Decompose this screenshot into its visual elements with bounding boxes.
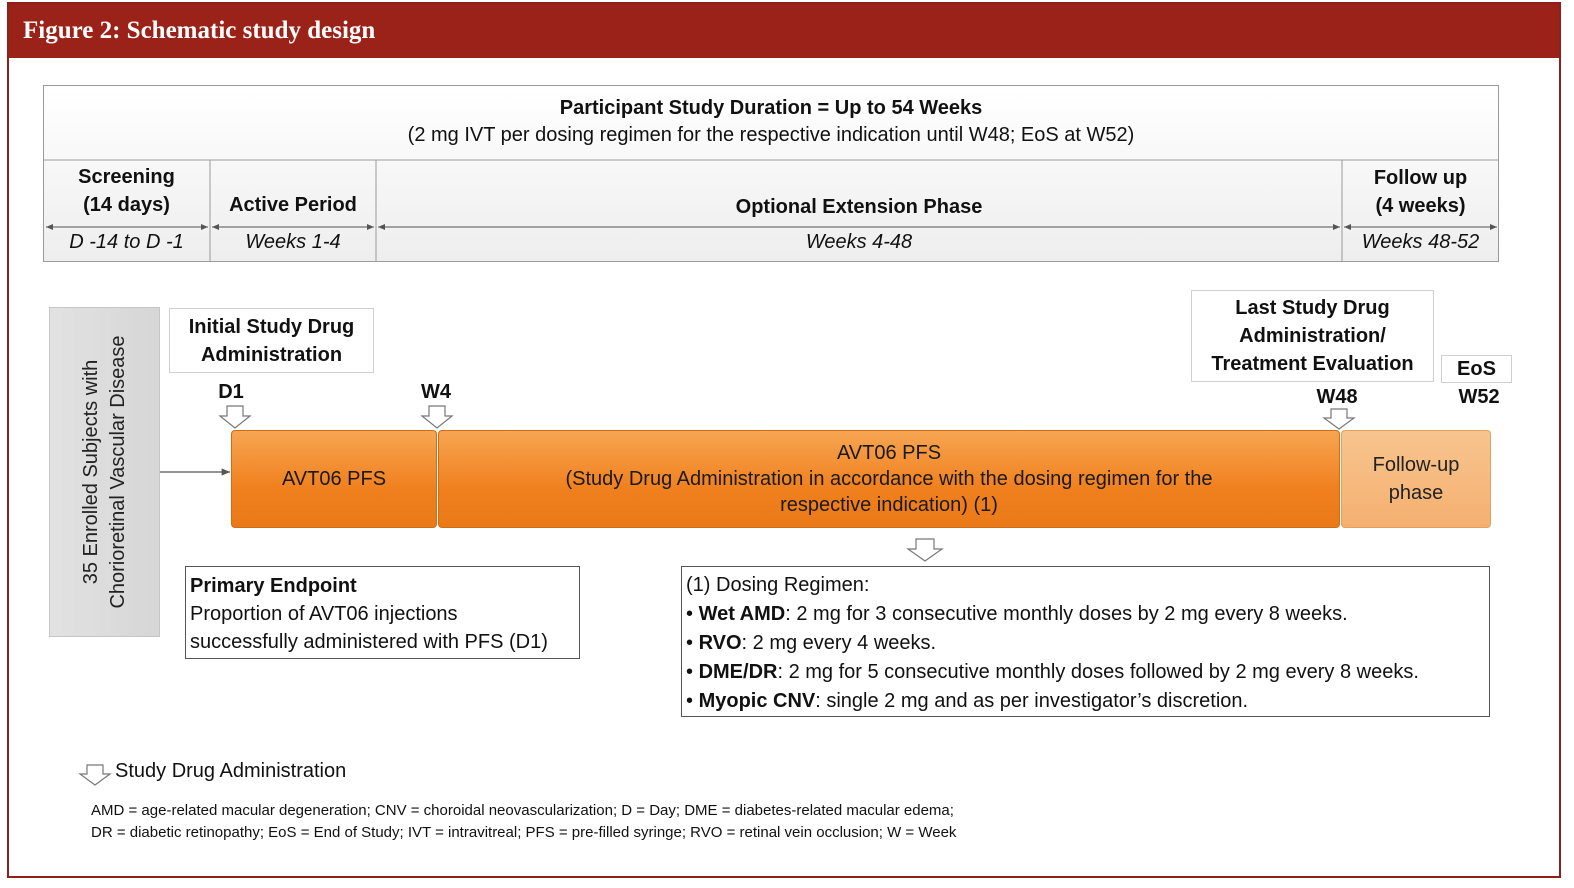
primary-endpoint-title: Primary Endpoint <box>190 575 357 597</box>
duration-subtitle: (2 mg IVT per dosing regimen for the respective indication until W48; EoS at W52) <box>407 123 1135 146</box>
list-item: • RVO: 2 mg every 4 weeks. <box>686 632 937 654</box>
down-arrow-icon <box>420 405 454 429</box>
enrolled-box <box>49 307 160 637</box>
bar-extension-phase: AVT06 PFS (Study Drug Administration in accordance with the dosing regimen for the respective indication) (1) <box>438 430 1340 528</box>
list-item: • Wet AMD: 2 mg for 3 consecutive monthly doses by 2 mg every 8 weeks. <box>686 603 1348 625</box>
down-arrow-icon <box>218 405 252 429</box>
enrolled-text: 35 Enrolled Subjects with Chorioretinal Vascular Disease <box>79 335 129 609</box>
dosing-regimen-title: (1) Dosing Regimen: <box>686 574 870 596</box>
phase-followup-period: Weeks 48-52 <box>1361 230 1480 253</box>
milestone-d1: D1 <box>218 380 244 403</box>
primary-endpoint-line1: Proportion of AVT06 injections <box>190 603 458 625</box>
milestone-w52: W52 <box>1458 385 1500 408</box>
down-arrow-icon <box>906 538 944 562</box>
down-arrow-icon <box>78 764 112 786</box>
primary-endpoint-line2: successfully administered with PFS (D1) <box>190 631 548 653</box>
phase-active-period: Weeks 1-4 <box>245 230 341 253</box>
footnote-line2: DR = diabetic retinopathy; EoS = End of Study; IVT = intravitreal; PFS = pre-filled syringe; RVO = retinal vein occlusion; W = Week <box>91 824 957 841</box>
duration-title: Participant Study Duration = Up to 54 Weeks <box>559 96 983 119</box>
dosing-regimen-list <box>686 600 1489 716</box>
phase-screening-label: Screening (14 days) <box>78 166 175 216</box>
phase-extension-period: Weeks 4-48 <box>805 230 913 253</box>
phase-screening-period: D -14 to D -1 <box>69 230 184 253</box>
initial-admin-label: Initial Study Drug Administration <box>169 308 374 373</box>
list-item: • DME/DR: 2 mg for 5 consecutive monthly doses followed by 2 mg every 8 weeks. <box>686 661 1419 683</box>
phase-followup-label: Follow up (4 weeks) <box>1373 167 1468 217</box>
eos-label: EoS <box>1441 355 1512 383</box>
bar-active-period: AVT06 PFS <box>231 430 437 528</box>
figure-title: Figure 2: Schematic study design <box>23 17 376 44</box>
milestone-w4: W4 <box>421 380 451 403</box>
primary-endpoint-box <box>185 566 580 659</box>
phase-extension-label: Optional Extension Phase <box>735 195 983 218</box>
last-admin-label: Last Study Drug Administration/ Treatment Evaluation <box>1191 290 1434 382</box>
milestone-w48: W48 <box>1316 385 1358 408</box>
phase-active-label: Active Period <box>229 193 357 216</box>
bar-followup-phase: Follow-up phase <box>1341 430 1491 528</box>
down-arrow-icon <box>1322 408 1356 430</box>
legend-label: Study Drug Administration <box>115 760 347 782</box>
dosing-regimen-box <box>681 566 1490 717</box>
list-item: • Myopic CNV: single 2 mg and as per investigator’s discretion. <box>686 690 1249 712</box>
footnote-line1: AMD = age-related macular degeneration; CNV = choroidal neovascularization; D = Day; DME = diabetes-related macular edema; <box>91 802 954 819</box>
